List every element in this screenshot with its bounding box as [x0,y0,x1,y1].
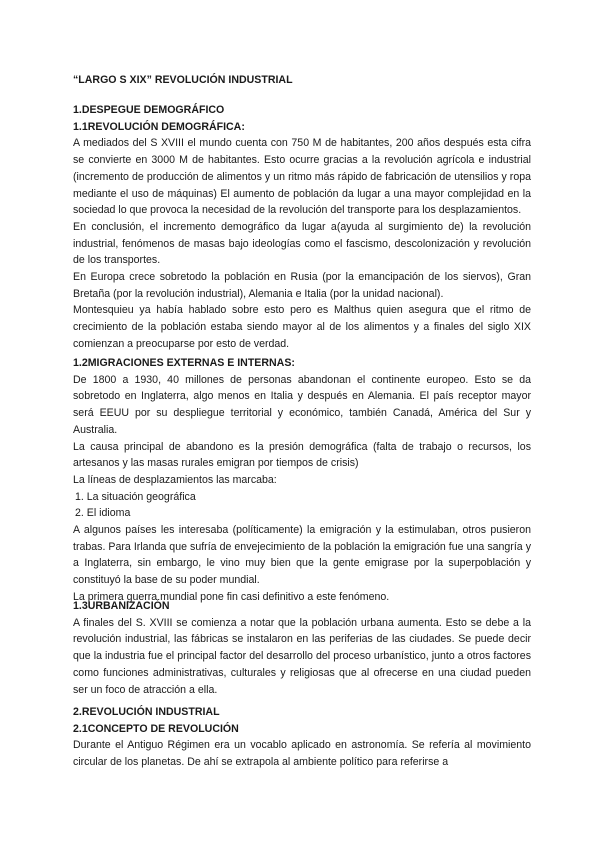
subsection-heading: 1.2MIGRACIONES EXTERNAS E INTERNAS: [73,357,295,369]
paragraph: La líneas de desplazamientos las marcaba: [73,473,277,486]
paragraph: La primera guerra mundial pone fin casi definitivo a este fenómeno. [73,590,390,603]
section-migraciones [73,355,531,606]
subsection-heading: 1.3URBANIZACIÓN [73,600,170,612]
section-revolucion-industrial [73,704,531,771]
paragraph: Montesquieu ya había hablado sobre esto pero es Malthus quien asegura que el ritmo de crecimiento de la población estaba siendo mayor al de los alimentos y a finales del siglo XIX comienzan a preocuparse por esto de verdad. [73,304,531,350]
paragraph: A mediados del S XVIII el mundo cuenta con 750 M de habitantes, 200 años después esta cifra se convierte en 3000 M de habitantes. Esto ocurre gracias a la revolución agrícola e industrial (incremento de producción de alimentos y un ritmo más rápido de fabricación de utensilios y ropa mediante el uso de máquinas) El aumento de población da lugar a una mayor complejidad en la sociedad lo que provoca la necesidad de la revolución del transporte para los desplazamientos. [73,137,531,217]
section-urbanizacion [73,598,531,698]
paragraph: A algunos países les interesaba (políticamente) la emigración y la estimulaban, otros pusieron trabas. Para Irlanda que sufría de envejecimiento de la población la emigración fue una sangría y a Inglaterra, sin embargo, le vino muy bien que la gente emigrase por la superpoblación y constituyó la base de su poder mundial. [73,524,531,587]
paragraph: La causa principal de abandono es la presión demográfica (falta de trabajo o recursos, los artesanos y las masas rurales emigran por tiempos de crisis) [73,440,531,470]
document-title: “LARGO S XIX” REVOLUCIÓN INDUSTRIAL [73,74,293,86]
section-heading: 2.REVOLUCIÓN INDUSTRIAL [73,706,220,718]
list-item: 1. La situación geográfica [75,490,196,503]
paragraph: A finales del S. XVIII se comienza a notar que la población urbana aumenta. Esto se debe a la revolución industrial, las fábricas se instalaron en las periferias de las ciudades. Se puede decir que la industria fue el principal factor del desarrollo del proceso urbanístico, junto a otros factores como funciones administrativas, culturales y religiosas que al ofrecerse en una ciudad pueden ser un foco de atracción a ella. [73,616,531,696]
paragraph: Durante el Antiguo Régimen era un vocablo aplicado en astronomía. Se refería al movimiento circular de los planetas. De ahí se extrapola al ambiente político para referirse a [73,739,531,769]
section-demografico [73,102,531,353]
subsection-heading: 2.1CONCEPTO DE REVOLUCIÓN [73,722,239,735]
list-item: 2. El idioma [75,507,131,520]
paragraph: De 1800 a 1930, 40 millones de personas abandonan el continente europeo. Esto se da sobretodo en Inglaterra, algo menos en Italia y después en Alemania. El país receptor mayor será EEUU por su despliegue territorial y económico, también Canadá, América del Sur y Australia. [73,373,531,436]
subsection-heading: 1.1REVOLUCIÓN DEMOGRÁFICA: [73,120,245,133]
paragraph: En Europa crece sobretodo la población en Rusia (por la emancipación de los siervos), Gran Bretaña (por la revolución industrial), Alemania e Italia (por la unidad nacional). [73,271,531,300]
paragraph: En conclusión, el incremento demográfico da lugar a(ayuda al surgimiento de) la revolución industrial, fenómenos de masas bajo ideologías como el fascismo, descolonización y revolución de los transportes. [73,220,531,267]
section-heading: 1.DESPEGUE DEMOGRÁFICO [73,104,225,116]
